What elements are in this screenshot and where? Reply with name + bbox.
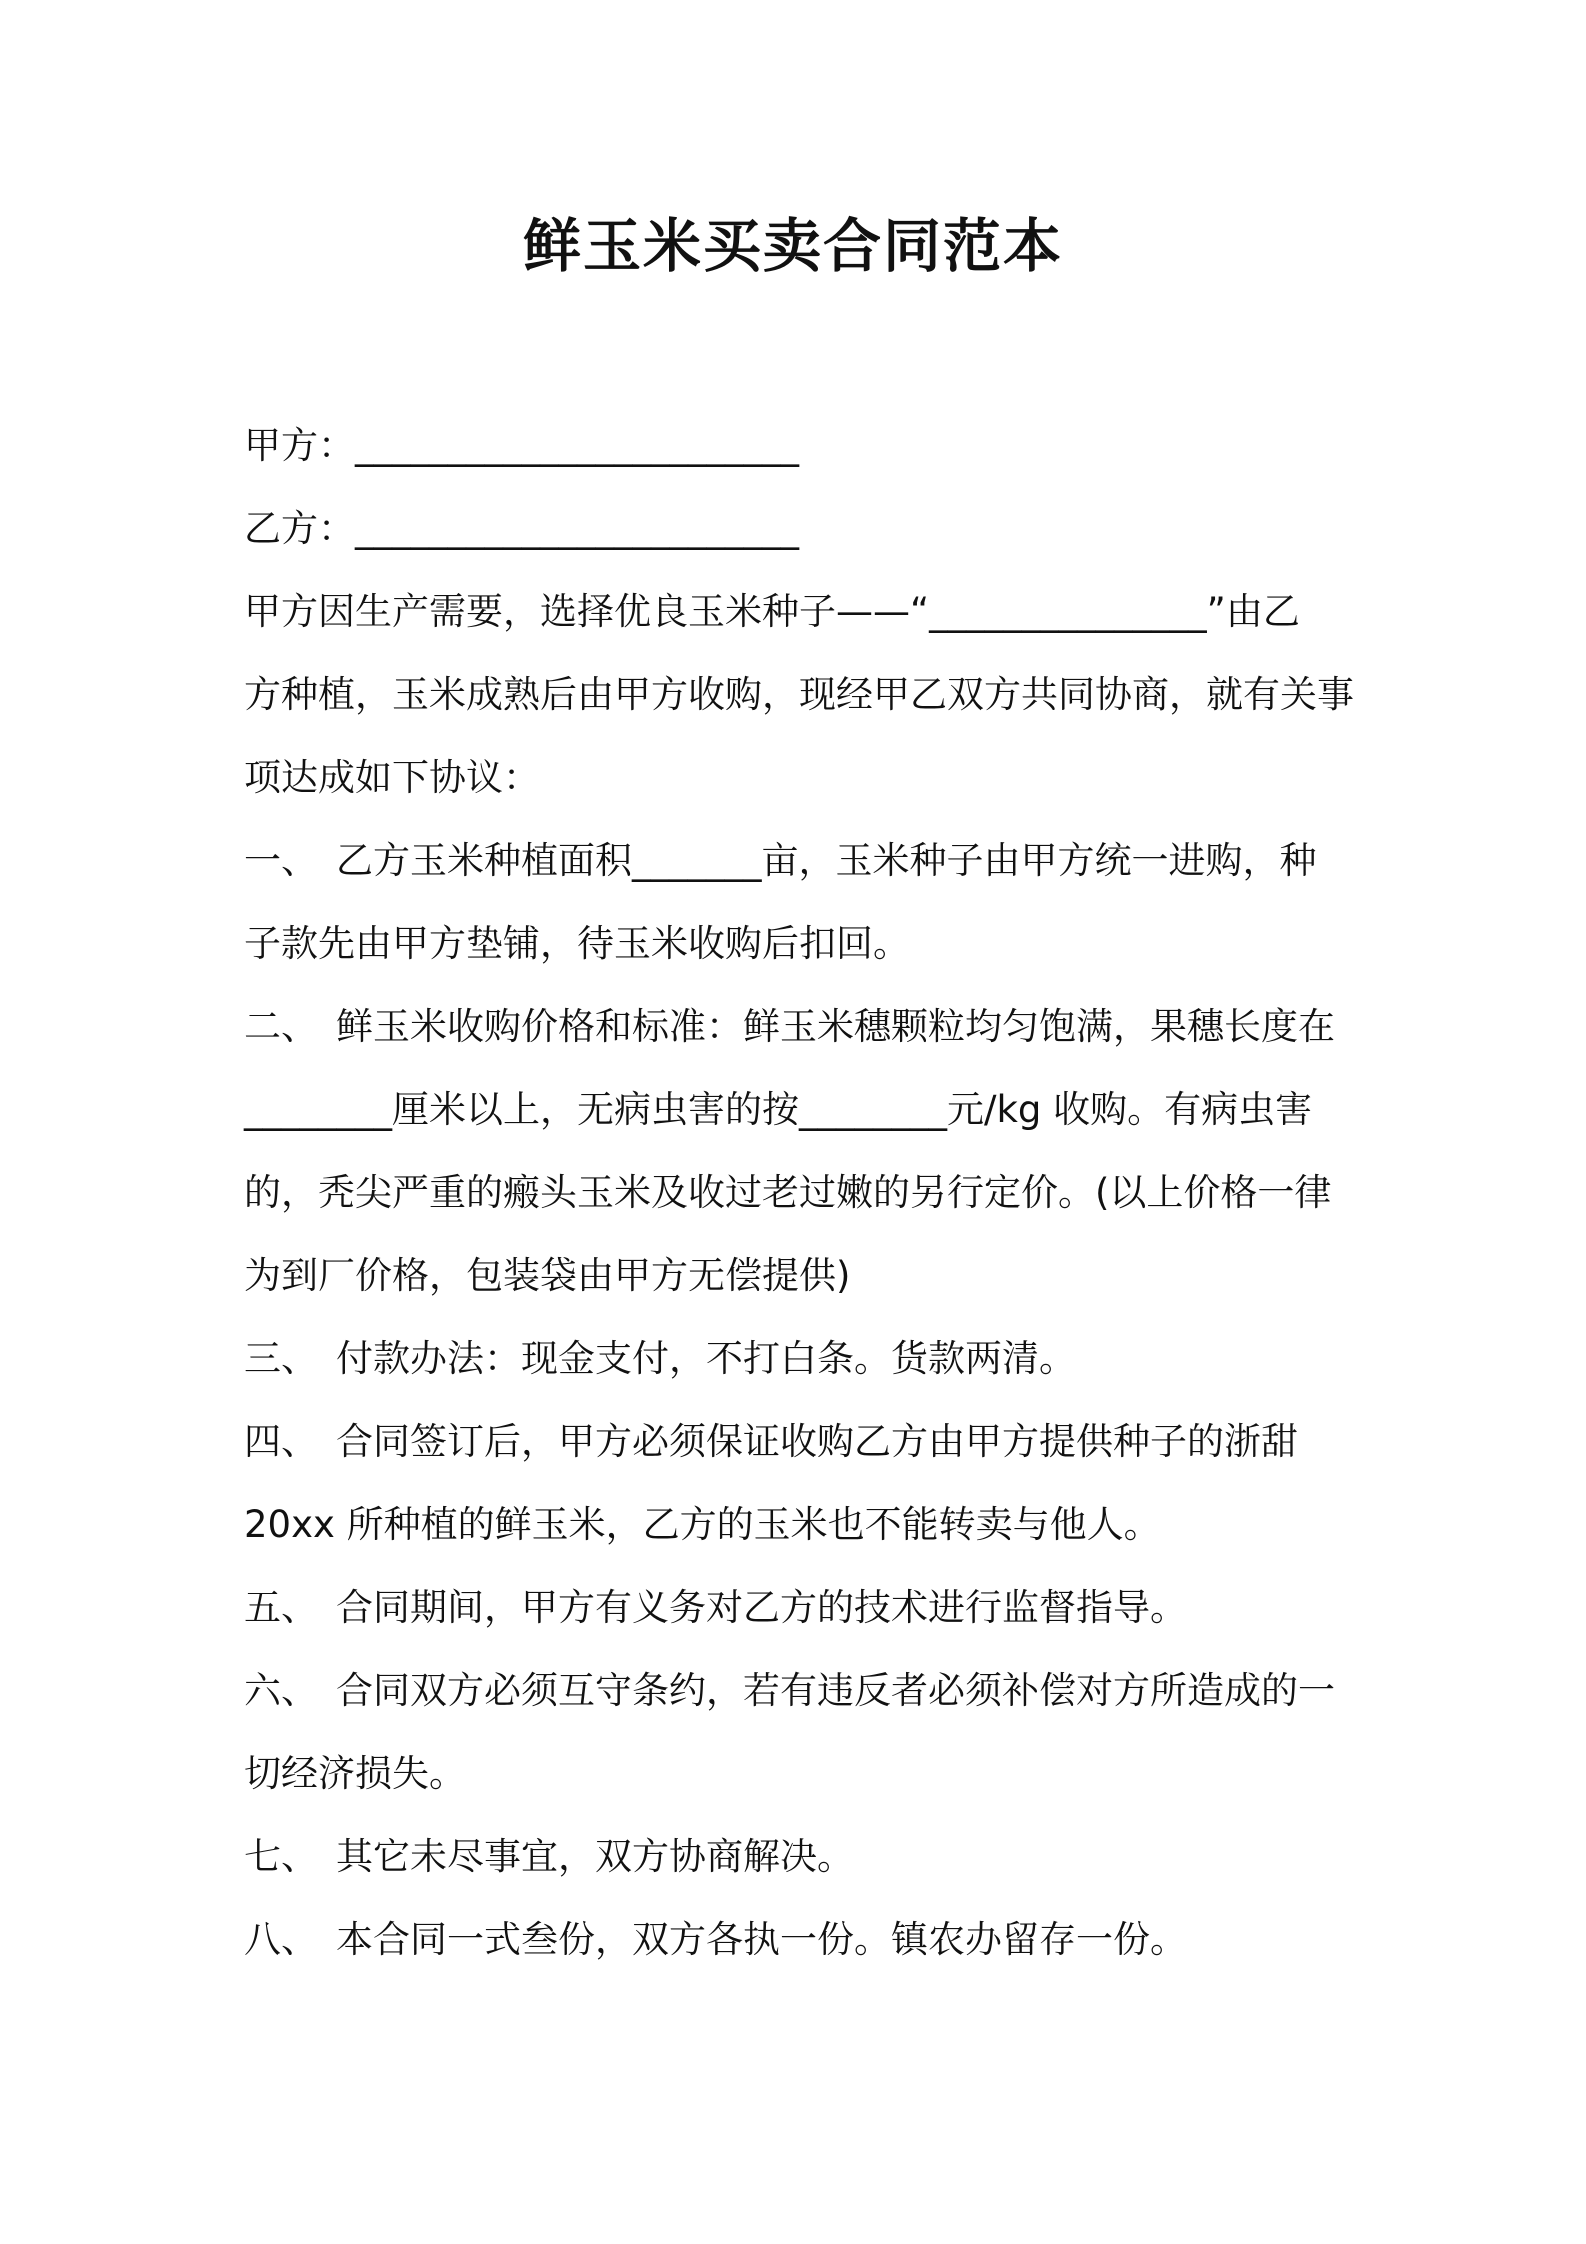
clause-number: 四、: [244, 1420, 318, 1463]
clause-number: 八、: [244, 1918, 318, 1961]
document-body: [244, 404, 1364, 1981]
clause-8-line: [244, 1898, 1364, 1981]
intro-line: 甲方因生产需要，选择优良玉米种子——“_______________”由乙: [244, 590, 1300, 633]
clause-1-line: [244, 819, 1364, 902]
clause-number: 六、: [244, 1669, 318, 1712]
clause-text: 合同期间，甲方有义务对乙方的技术进行监督指导。: [336, 1586, 1187, 1629]
clause-text: 本合同一式叁份，双方各执一份。镇农办留存一份。: [336, 1918, 1187, 1961]
clause-number: 五、: [244, 1586, 318, 1629]
clause-3-line: [244, 1317, 1364, 1400]
clause-6-line: [244, 1649, 1364, 1732]
intro-line: 方种植，玉米成熟后由甲方收购，现经甲乙双方共同协商，就有关事: [244, 673, 1354, 716]
clause-text: 合同双方必须互守条约，若有违反者必须补偿对方所造成的一: [336, 1669, 1335, 1712]
clause-2-line: [244, 985, 1364, 1068]
clause-4-line: [244, 1400, 1364, 1483]
intro-line: 项达成如下协议：: [244, 756, 540, 799]
clause-text: 其它未尽事宜，双方协商解决。: [336, 1835, 854, 1878]
clause-4-line: 20xx 所种植的鲜玉米，乙方的玉米也不能转卖与他人。: [244, 1503, 1161, 1546]
clause-number: 七、: [244, 1835, 318, 1878]
clause-text: 付款办法：现金支付，不打白条。货款两清。: [336, 1337, 1076, 1380]
clause-1-line: 子款先由甲方垫铺，待玉米收购后扣回。: [244, 922, 910, 965]
clause-number: 一、: [244, 839, 318, 882]
clause-6-line: 切经济损失。: [244, 1752, 466, 1795]
clause-5-line: [244, 1566, 1364, 1649]
clause-text: 合同签订后，甲方必须保证收购乙方由甲方提供种子的浙甜: [336, 1420, 1298, 1463]
party-a-line: 甲方：________________________: [244, 424, 799, 467]
clause-7-line: [244, 1815, 1364, 1898]
clause-2-line: 的，秃尖严重的瘢头玉米及收过老过嫩的另行定价。(以上价格一律: [244, 1171, 1332, 1214]
party-b-line: 乙方：________________________: [244, 507, 799, 550]
document-title: 鲜玉米买卖合同范本: [522, 212, 1063, 280]
clause-number: 二、: [244, 1005, 318, 1048]
clause-text: 乙方玉米种植面积_______亩，玉米种子由甲方统一进购，种: [336, 839, 1317, 882]
clause-text: 鲜玉米收购价格和标准：鲜玉米穗颗粒均匀饱满，果穗长度在: [336, 1005, 1335, 1048]
clause-number: 三、: [244, 1337, 318, 1380]
clause-2-line: 为到厂价格，包装袋由甲方无偿提供): [244, 1254, 851, 1297]
clause-2-line: ________厘米以上，无病虫害的按________元/kg 收购。有病虫害: [244, 1088, 1313, 1131]
